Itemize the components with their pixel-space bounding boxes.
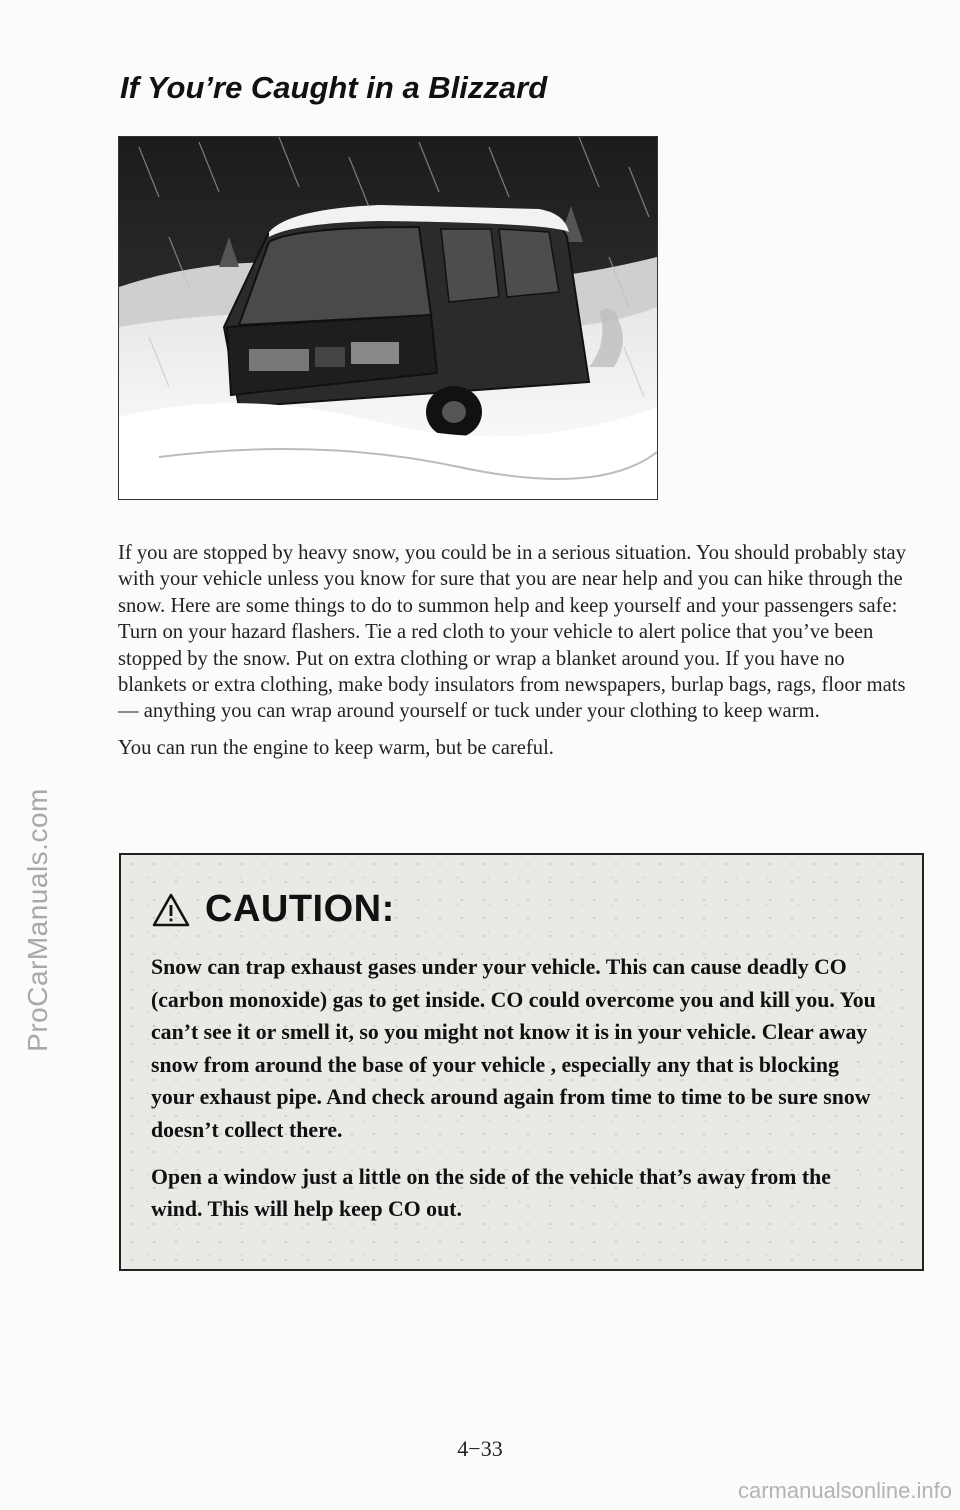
van-in-snow-illustration: [118, 136, 658, 500]
body-paragraph: If you are stopped by heavy snow, you could be in a serious situation. You should probably stay with your vehicle unless you know for sure that you are near help and you can hike through the snow. Here are some things to do to summon help and keep yourself and your passengers safe: Turn on your hazard flashers. Tie a red cloth to your vehicle to alert police that you’ve been stopped by the snow. Put on extra clothing or wrap a blanket around you. If you have no blankets or extra clothing, make body insulators from newspapers, burlap bags, rags, floor mats — anything you can wrap around yourself or tuck under your clothing to keep warm.: [118, 542, 906, 723]
side-watermark: [8, 520, 68, 1320]
page-number: 4−33: [457, 1436, 503, 1461]
caution-header: [151, 888, 395, 931]
side-watermark-text: ProCarManuals.com: [22, 788, 53, 1052]
caution-paragraph: Open a window just a little on the side of the vehicle that’s away from the wind. This will help keep CO out.: [151, 1164, 831, 1222]
caution-box: [119, 853, 924, 1271]
body-text: [118, 540, 918, 771]
body-paragraph: You can run the engine to keep warm, but be careful.: [118, 736, 554, 759]
caution-text: [151, 951, 881, 1240]
warning-triangle-icon: [151, 892, 191, 928]
caution-title: CAUTION:: [205, 888, 395, 930]
footer-watermark: carmanualsonline.info: [737, 1478, 952, 1503]
section-title: If You’re Caught in a Blizzard: [120, 70, 548, 105]
caution-paragraph: Snow can trap exhaust gases under your vehicle. This can cause deadly CO (carbon monoxide) gas to get inside. CO could overcome you and kill you. You can’t see it or smell it, so you might not know it is in your vehicle. Clear away snow from around the base of your vehicle , especially any that is blocking your exhaust pipe. And check around again from time to time to be sure snow doesn’t collect there.: [151, 955, 876, 1142]
